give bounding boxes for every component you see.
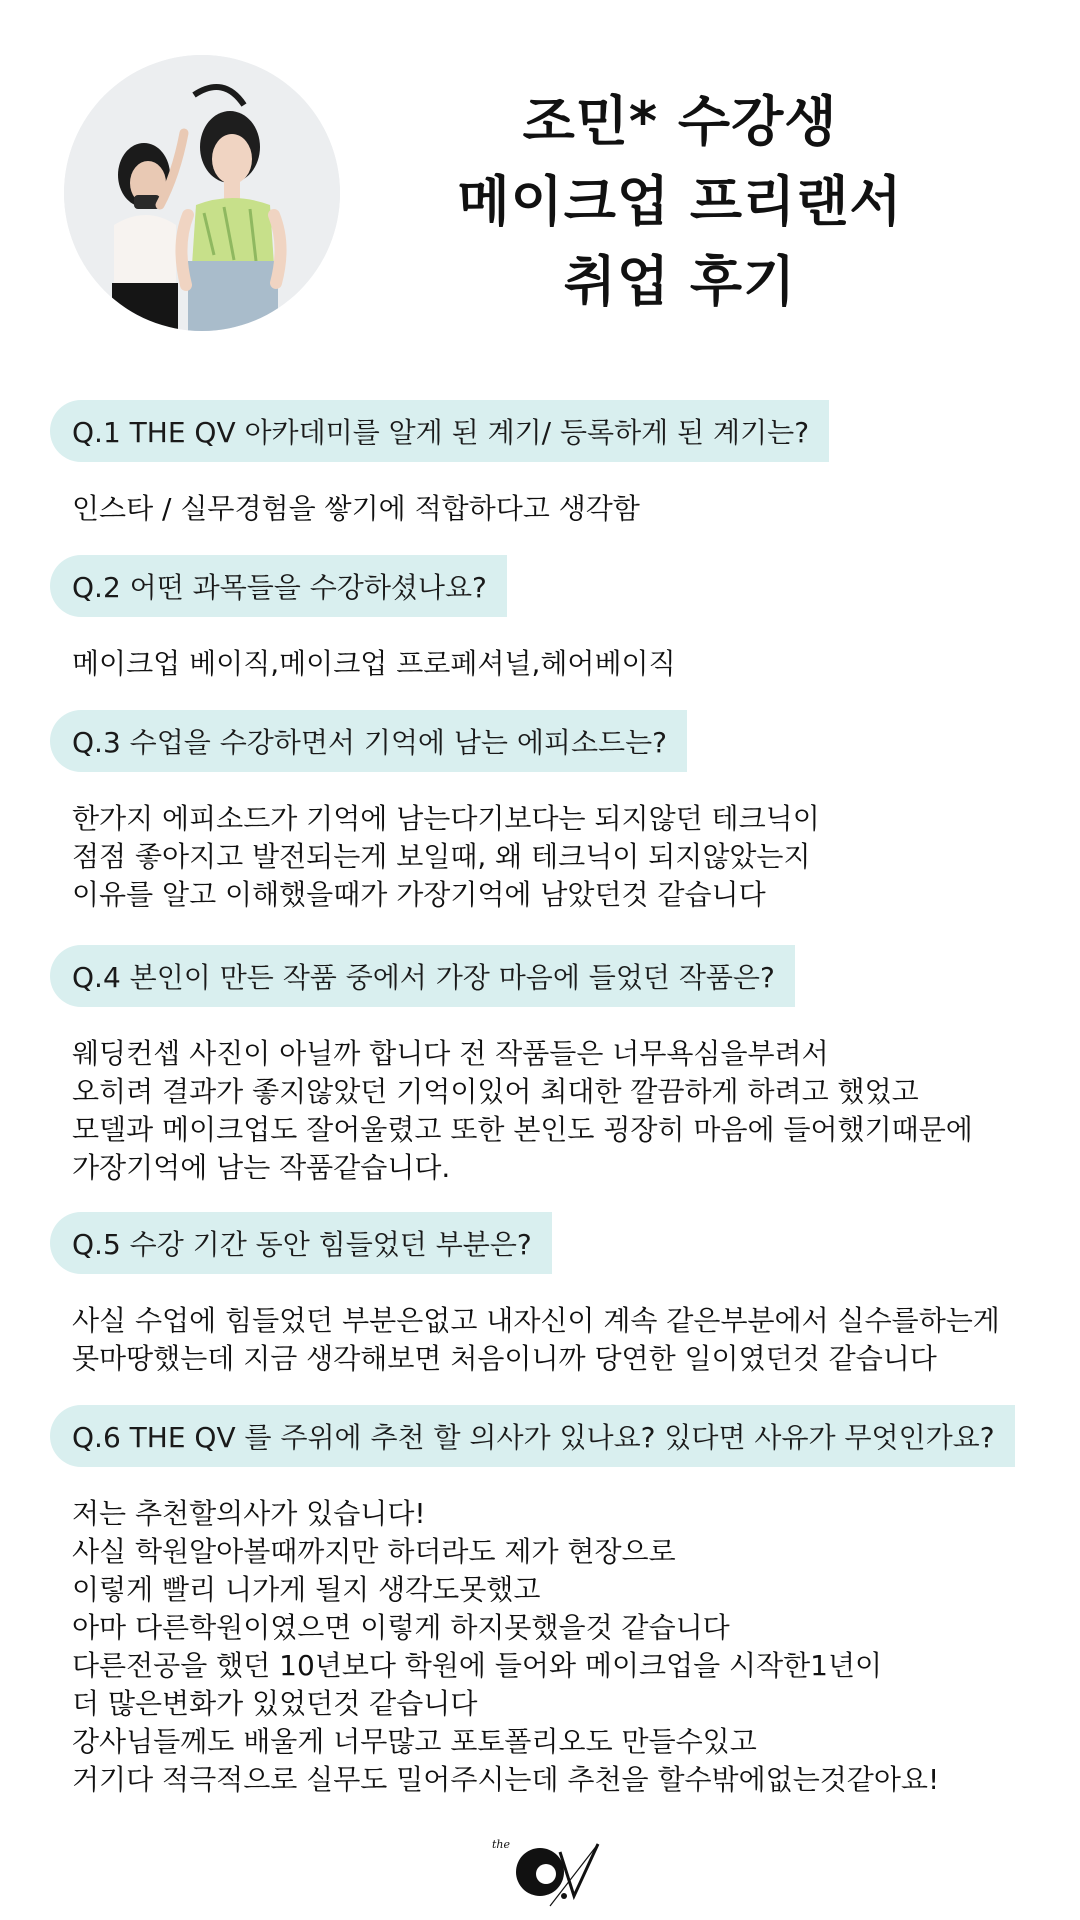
- answer-line: 사실 수업에 힘들었던 부분은없고 내자신이 계속 같은부분에서 실수를하는게: [72, 1304, 1000, 1337]
- answer-line: 사실 학원알아볼때까지만 하더라도 제가 현장으로: [72, 1535, 676, 1568]
- answer-line: 가장기억에 남는 작품같습니다.: [72, 1151, 451, 1184]
- qv-logo-icon: [490, 1830, 610, 1910]
- answer-line: 오히려 결과가 좋지않았던 기억이있어 최대한 깔끔하게 하려고 했었고: [72, 1075, 919, 1108]
- student-photo: [64, 55, 340, 331]
- page-title: [420, 82, 940, 322]
- answer-line: 더 많은변화가 있었던것 같습니다: [72, 1687, 478, 1720]
- answer-5: [72, 1302, 1000, 1378]
- answer-line: 한가지 에피소드가 기억에 남는다기보다는 되지않던 테크닉이: [72, 802, 820, 835]
- theqv-logo: [490, 1830, 610, 1910]
- question-3: Q.3 수업을 수강하면서 기억에 남는 에피소드는?: [50, 710, 687, 772]
- answer-line: 저는 추천할의사가 있습니다!: [72, 1497, 426, 1530]
- answer-4: [72, 1035, 973, 1187]
- answer-line: 웨딩컨셉 사진이 아닐까 합니다 전 작품들은 너무욕심을부려서: [72, 1037, 829, 1070]
- answer-1: [72, 490, 640, 528]
- student-photo-illustration: [64, 55, 340, 331]
- answer-line: 못마땅했는데 지금 생각해보면 처음이니까 당연한 일이였던것 같습니다: [72, 1342, 937, 1375]
- review-header: [0, 0, 1080, 380]
- question-1: Q.1 THE QV 아카데미를 알게 된 계기/ 등록하게 된 계기는?: [50, 400, 829, 462]
- answer-line: 메이크업 베이직,메이크업 프로페셔널,헤어베이직: [72, 647, 676, 680]
- svg-text:the: the: [492, 1838, 511, 1851]
- question-6: Q.6 THE QV 를 주위에 추천 할 의사가 있나요? 있다면 사유가 무엇인가요?: [50, 1405, 1015, 1467]
- title-line-1: 조민* 수강생: [522, 90, 838, 153]
- answer-line: 아마 다른학원이였으면 이렇게 하지못했을것 같습니다: [72, 1611, 730, 1644]
- answer-line: 강사님들께도 배울게 너무많고 포토폴리오도 만들수있고: [72, 1725, 757, 1758]
- question-4: Q.4 본인이 만든 작품 중에서 가장 마음에 들었던 작품은?: [50, 945, 795, 1007]
- answer-3: [72, 800, 820, 914]
- answer-line: 거기다 적극적으로 실무도 밀어주시는데 추천을 할수밖에없는것같아요!: [72, 1763, 940, 1796]
- title-line-2: 메이크업 프리랜서: [457, 170, 903, 233]
- answer-2: [72, 645, 676, 683]
- answer-line: 인스타 / 실무경험을 쌓기에 적합하다고 생각함: [72, 492, 640, 525]
- answer-line: 이유를 알고 이해했을때가 가장기억에 남았던것 같습니다: [72, 878, 766, 911]
- answer-6: [72, 1495, 939, 1799]
- question-5: Q.5 수강 기간 동안 힘들었던 부분은?: [50, 1212, 552, 1274]
- answer-line: 모델과 메이크업도 잘어울렸고 또한 본인도 굉장히 마음에 들어했기때문에: [72, 1113, 973, 1146]
- title-line-3: 취업 후기: [563, 250, 797, 313]
- answer-line: 다른전공을 했던 10년보다 학원에 들어와 메이크업을 시작한1년이: [72, 1649, 883, 1682]
- answer-line: 이렇게 빨리 니가게 될지 생각도못했고: [72, 1573, 541, 1606]
- answer-line: 점점 좋아지고 발전되는게 보일때, 왜 테크닉이 되지않았는지: [72, 840, 811, 873]
- question-2: Q.2 어떤 과목들을 수강하셨나요?: [50, 555, 507, 617]
